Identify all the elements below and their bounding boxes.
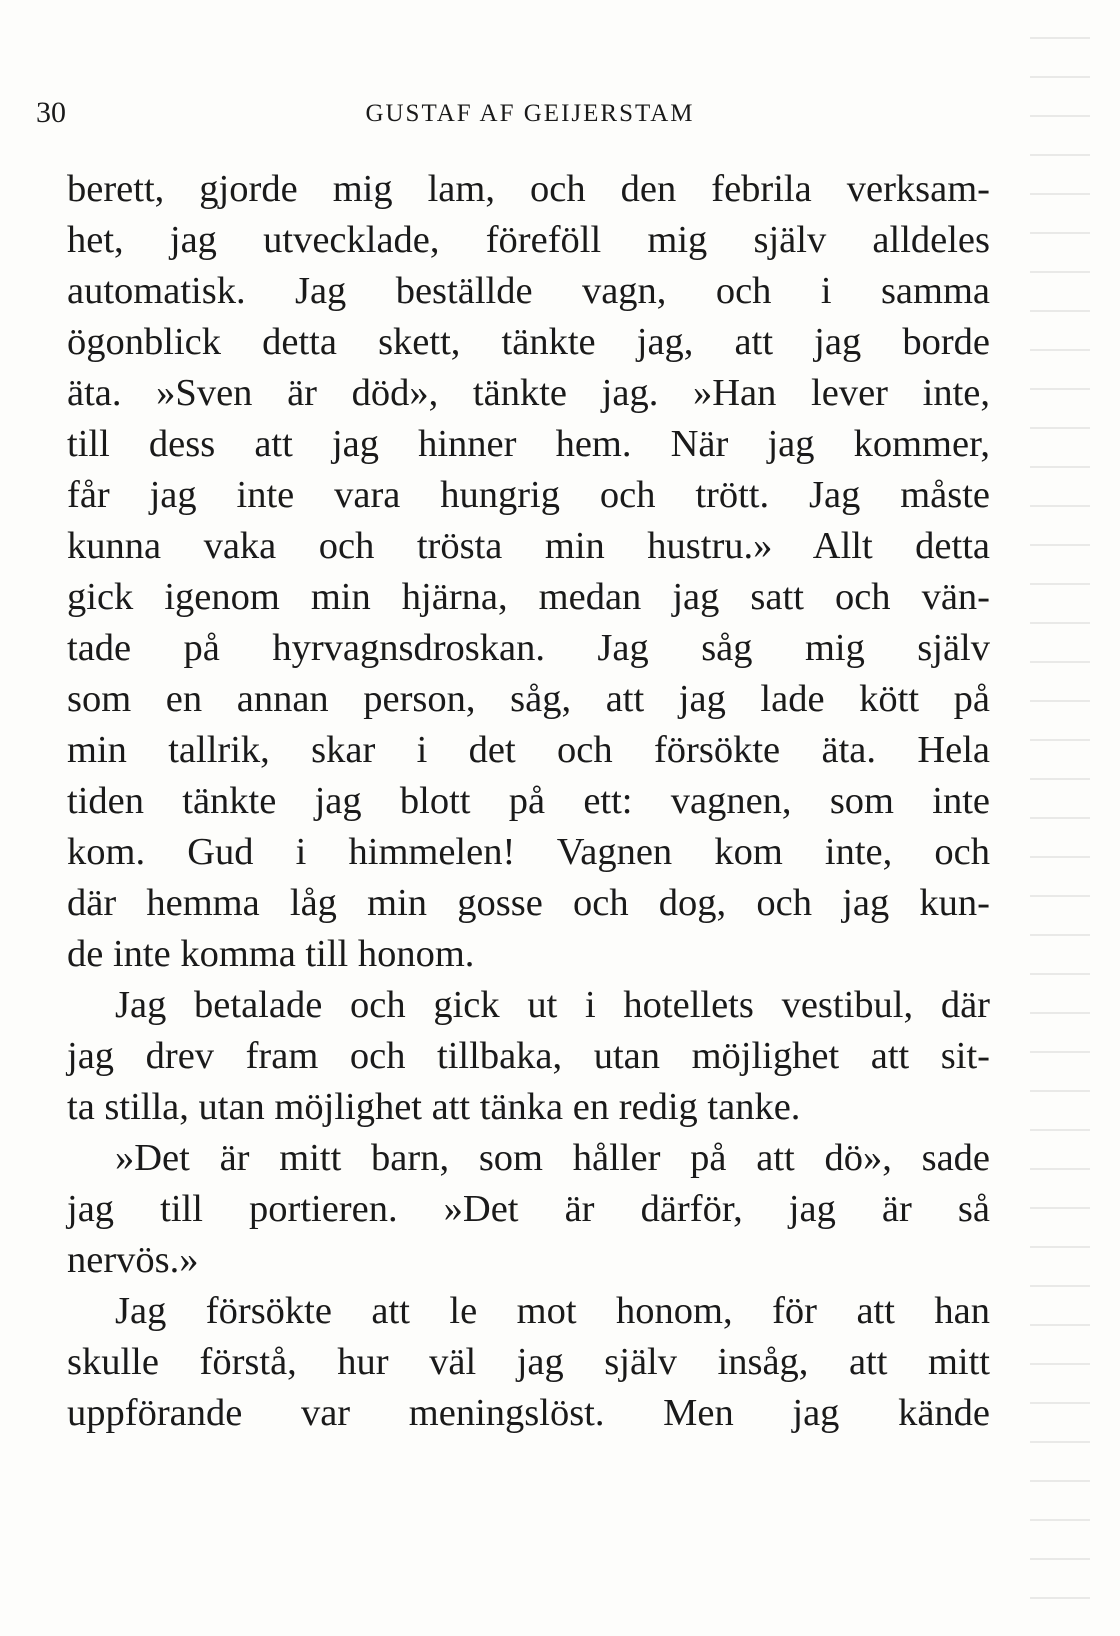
text-line: kunna vaka och trösta min hustru.» Allt detta [67,525,990,567]
text-line: »Det är mitt barn, som håller på att dö», sade [115,1137,990,1179]
text-line: uppförande var meningslöst. Men jag kände [67,1392,990,1434]
body-text [67,164,990,1439]
text-line: får jag inte vara hungrig och trött. Jag måste [67,474,990,516]
text-line: Jag betalade och gick ut i hotellets vestibul, där [115,984,990,1026]
text-line: skulle förstå, hur väl jag själv insåg, att mitt [67,1341,990,1383]
text-line: tiden tänkte jag blott på ett: vagnen, som inte [67,780,990,822]
text-line: till dess att jag hinner hem. När jag kommer, [67,423,990,465]
text-line: tade på hyrvagnsdroskan. Jag såg mig själv [67,627,990,669]
text-line: nervös.» [67,1239,199,1281]
text-line: automatisk. Jag beställde vagn, och i samma [67,270,990,312]
text-line: jag drev fram och tillbaka, utan möjlighet att sit- [67,1035,990,1077]
scan-edge-noise [1030,0,1090,1636]
text-line: äta. »Sven är död», tänkte jag. »Han lever inte, [67,372,990,414]
running-head: GUSTAF AF GEIJERSTAM [365,100,695,127]
text-line: Jag försökte att le mot honom, för att han [115,1290,990,1332]
text-line: som en annan person, såg, att jag lade kött på [67,678,990,720]
text-line: ögonblick detta skett, tänkte jag, att jag borde [67,321,990,363]
page-number: 30 [36,96,66,129]
text-line: berett, gjorde mig lam, och den febrila verksam- [67,168,990,210]
text-line: kom. Gud i himmelen! Vagnen kom inte, och [67,831,990,873]
text-line: ta stilla, utan möjlighet att tänka en redig tanke. [67,1086,801,1128]
text-line: gick igenom min hjärna, medan jag satt och vän- [67,576,990,618]
text-line: min tallrik, skar i det och försökte äta. Hela [67,729,990,771]
text-line: het, jag utvecklade, föreföll mig själv alldeles [67,219,990,261]
text-line: jag till portieren. »Det är därför, jag är så [67,1188,990,1230]
text-line: där hemma låg min gosse och dog, och jag kun- [67,882,990,924]
text-line: de inte komma till honom. [67,933,475,975]
